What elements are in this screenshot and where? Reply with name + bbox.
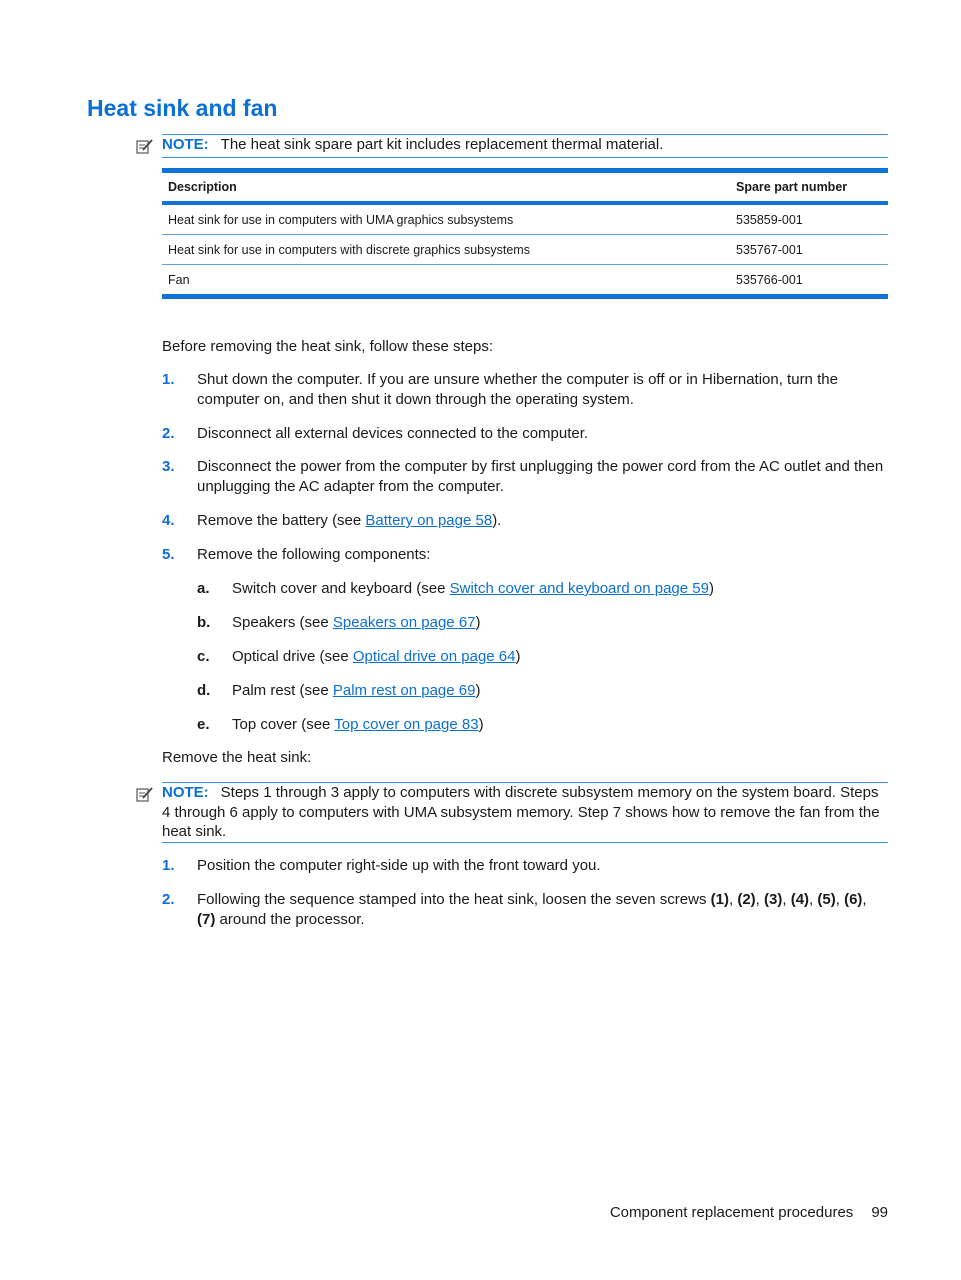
page-number: 99	[871, 1204, 888, 1221]
step-text: Remove the following components:	[197, 546, 431, 563]
separator: ,	[862, 891, 867, 908]
separator: ,	[728, 891, 738, 908]
screw-callout: (5)	[817, 891, 836, 908]
substep-letter: b.	[197, 614, 211, 631]
list-item	[162, 890, 888, 929]
table-cell-part-number: 535859-001	[730, 203, 888, 235]
table-row	[162, 265, 888, 297]
substep-text-pre: Palm rest (see	[232, 682, 333, 699]
screw-callout: (4)	[790, 891, 810, 908]
list-item	[162, 511, 888, 531]
note-text: Steps 1 through 3 apply to computers with discrete subsystem memory on the system board. Steps 4 through 6 apply to computers with UMA subsystem memory. Step 7 shows how to remove the fan from the heat sink.	[162, 784, 880, 840]
sub-list-item	[197, 681, 480, 701]
list-item	[162, 370, 888, 409]
separator: ,	[835, 891, 845, 908]
footer-section: Component replacement procedures	[609, 1204, 854, 1221]
step-number: 4.	[162, 512, 175, 529]
step-text-pre: Remove the battery (see	[197, 512, 366, 529]
substep-text-pre: Switch cover and keyboard (see	[232, 580, 450, 597]
column-header: Spare part number	[736, 180, 848, 194]
step-number: 5.	[162, 546, 175, 563]
note-box	[162, 782, 888, 843]
table-cell-description: Heat sink for use in computers with UMA graphics subsystems	[162, 203, 730, 235]
sub-list-item	[197, 613, 481, 633]
column-header: Description	[168, 180, 237, 194]
sub-list-item	[197, 579, 714, 599]
substep-text-post: )	[515, 648, 521, 665]
step-text: Disconnect all external devices connected to the computer.	[197, 425, 589, 442]
step-text-pre: Following the sequence stamped into the heat sink, loosen the seven screws	[197, 891, 711, 908]
table-header-row	[162, 171, 888, 204]
substep-letter: e.	[197, 716, 210, 733]
substep-text-post: )	[708, 580, 714, 597]
note-box	[162, 134, 888, 158]
substep-text	[232, 681, 480, 701]
table-cell-description: Heat sink for use in computers with discrete graphics subsystems	[162, 235, 730, 265]
substep-text	[232, 715, 484, 735]
battery-link[interactable]: Battery on page 58	[365, 512, 493, 529]
remove-heading: Remove the heat sink:	[162, 749, 312, 766]
table-cell-part-number: 535767-001	[730, 235, 888, 265]
table-row	[162, 235, 888, 265]
list-item	[162, 545, 888, 565]
note-label: NOTE:	[162, 136, 209, 153]
note-pencil-icon	[136, 138, 154, 154]
substep-text	[232, 613, 481, 633]
top-cover-link[interactable]: Top cover on page 83	[334, 716, 479, 733]
table-cell-description: Fan	[162, 265, 730, 297]
step-text-post: around the processor.	[215, 910, 365, 928]
step-number: 2.	[162, 425, 175, 442]
screw-callout: (6)	[844, 891, 863, 908]
screw-callout: (2)	[737, 891, 756, 908]
separator: ,	[809, 891, 818, 908]
substep-letter: a.	[197, 580, 210, 597]
table-row	[162, 203, 888, 235]
substep-text-post: )	[478, 716, 484, 733]
switch-cover-link[interactable]: Switch cover and keyboard on page 59	[449, 580, 709, 597]
step-number: 2.	[162, 891, 175, 908]
substep-text-post: )	[475, 614, 481, 631]
substep-letter: c.	[197, 648, 210, 665]
page-footer	[610, 1203, 888, 1222]
page-title: Heat sink and fan	[87, 95, 278, 121]
screw-callout: (3)	[764, 891, 783, 908]
note-label: NOTE:	[162, 784, 209, 801]
speakers-link[interactable]: Speakers on page 67	[332, 614, 476, 631]
optical-drive-link[interactable]: Optical drive on page 64	[352, 648, 516, 665]
table-cell-part-number: 535766-001	[730, 265, 888, 297]
step-text	[197, 890, 888, 929]
list-item	[162, 457, 888, 496]
step-text	[197, 511, 888, 531]
note-pencil-icon	[136, 786, 154, 802]
substep-text-post: )	[475, 682, 481, 699]
step-number: 1.	[162, 857, 175, 874]
substep-text	[232, 647, 521, 667]
substep-text-pre: Speakers (see	[232, 614, 333, 631]
step-text: Disconnect the power from the computer by first unplugging the power cord from the AC outlet and then unplugging the AC adapter from the computer.	[197, 458, 884, 495]
screw-callout: (7)	[197, 910, 216, 928]
list-item	[162, 424, 888, 444]
list-item	[162, 856, 888, 876]
separator: ,	[755, 891, 765, 908]
step-number: 3.	[162, 458, 175, 475]
sub-list-item	[197, 647, 521, 667]
separator: ,	[782, 891, 791, 908]
step-text-post: ).	[492, 512, 502, 529]
substep-text	[232, 579, 714, 599]
sub-list-item	[197, 715, 484, 735]
step-number: 1.	[162, 371, 175, 388]
substep-letter: d.	[197, 682, 211, 699]
step-text: Shut down the computer. If you are unsure whether the computer is off or in Hibernation, turn the computer on, and then shut it down through the operating system.	[197, 371, 838, 408]
step-text: Position the computer right-side up with the front toward you.	[197, 857, 601, 874]
spare-parts-table	[162, 168, 888, 299]
screw-callout: (1)	[710, 891, 729, 908]
substep-text-pre: Optical drive (see	[232, 648, 353, 665]
note-text: The heat sink spare part kit includes replacement thermal material.	[220, 136, 664, 153]
substep-text-pre: Top cover (see	[232, 716, 335, 733]
intro-text: Before removing the heat sink, follow these steps:	[162, 338, 494, 355]
palm-rest-link[interactable]: Palm rest on page 69	[332, 682, 476, 699]
